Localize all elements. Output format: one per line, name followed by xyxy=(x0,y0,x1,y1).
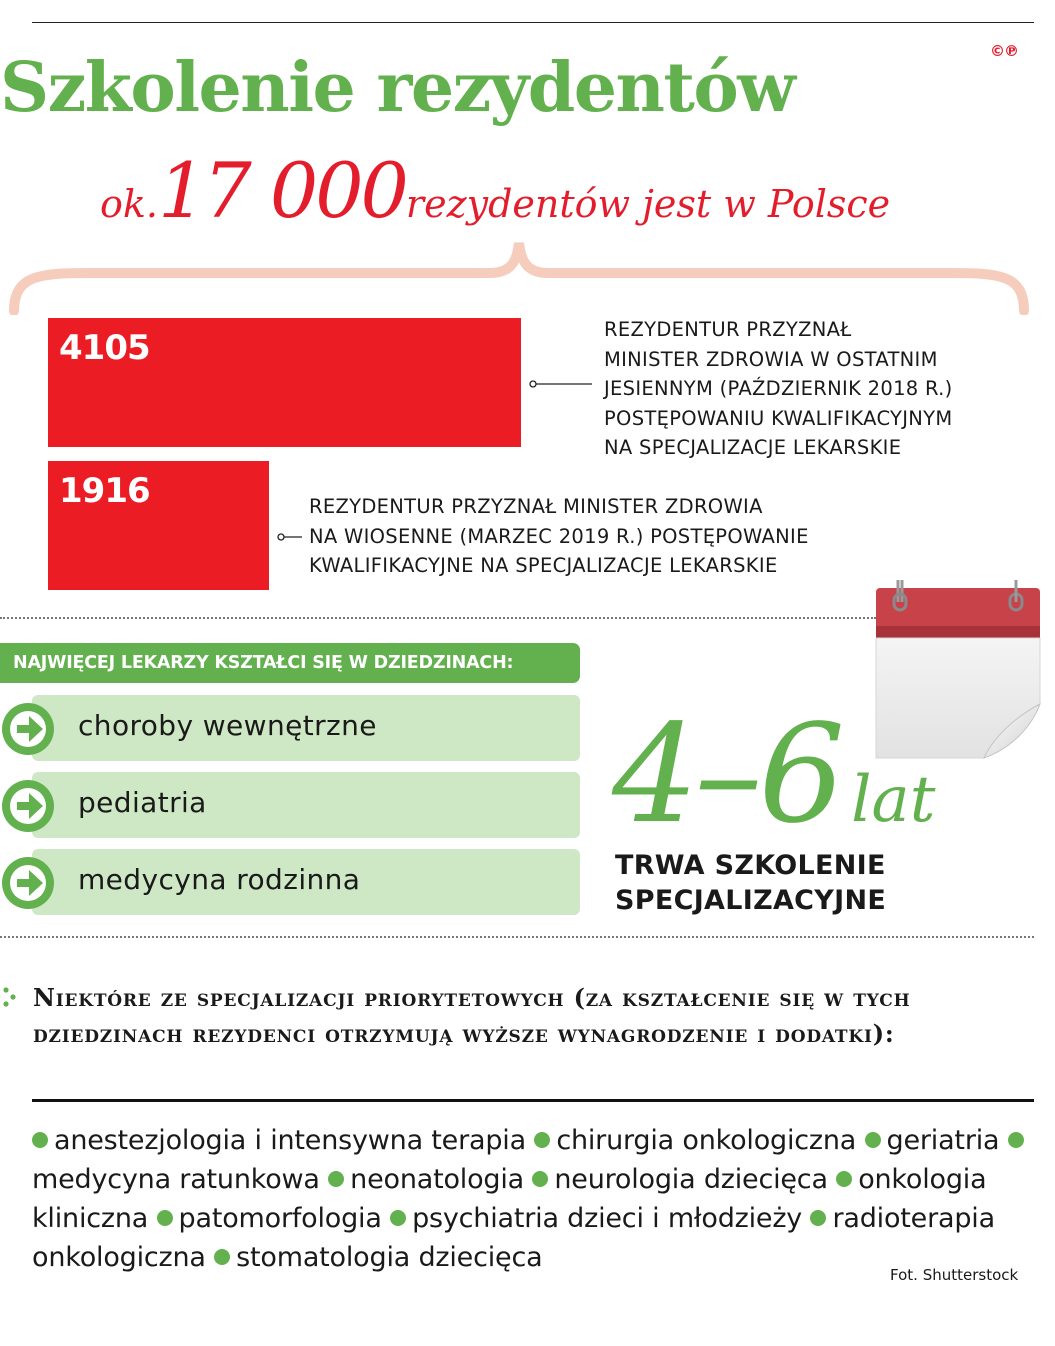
arrow-right-circle-icon xyxy=(0,778,56,834)
priority-item: geriatria xyxy=(865,1125,1000,1156)
photo-credit: Fot. Shutterstock xyxy=(890,1266,1019,1284)
duration-range: 4–6 xyxy=(612,696,842,854)
priority-item: anestezjologia i intensywna terapia xyxy=(32,1125,526,1156)
bullet-dot-icon xyxy=(328,1171,344,1187)
bullet-dot-icon xyxy=(865,1132,881,1148)
arrow-right-circle-icon xyxy=(0,701,56,757)
field-item xyxy=(0,849,580,915)
colon-bullet-icon xyxy=(2,986,18,1008)
bar-value-label: 4105 xyxy=(59,328,150,368)
priority-item: chirurgia onkologiczna xyxy=(534,1125,856,1156)
connector-dot xyxy=(530,381,536,387)
arrow-right-circle-icon xyxy=(0,855,56,911)
priority-item: onkologia kliniczna xyxy=(32,1164,987,1234)
bar-note-spring: REZYDENTUR PRZYZNAŁ MINISTER ZDROWIA NA WIOSENNE (MARZEC 2019 R.) POSTĘPOWANIE KWALIFIKACYJNE NA SPECJALIZACJE LEKARSKIE xyxy=(309,495,809,577)
priority-list xyxy=(32,1121,1037,1277)
subtitle-suffix: rezydentów jest w Polsce xyxy=(405,182,891,226)
field-item xyxy=(0,695,580,761)
priority-item: patomorfologia xyxy=(157,1203,382,1234)
bullet-dot-icon xyxy=(32,1132,48,1148)
bullet-dot-icon xyxy=(157,1210,173,1226)
subtitle-prefix: ok. xyxy=(100,182,158,226)
priority-item: radioterapia onkologiczna xyxy=(32,1203,995,1273)
bar-chart xyxy=(0,0,1055,600)
connector-dot xyxy=(278,534,284,540)
subtitle-number: 17 000 xyxy=(157,146,406,235)
fields-header: NAJWIĘCEJ LEKARZY KSZTAŁCI SIĘ W DZIEDZINACH: xyxy=(0,643,580,683)
bullet-dot-icon xyxy=(1008,1132,1024,1148)
bullet-dot-icon xyxy=(214,1249,230,1265)
divider-dotted xyxy=(0,936,1034,938)
field-label: choroby wewnętrzne xyxy=(78,709,377,742)
duration-unit: lat xyxy=(851,763,936,837)
duration-caption: TRWA SZKOLENIE SPECJALIZACYJNE xyxy=(615,850,887,916)
page-title: Szkolenie rezydentów xyxy=(0,48,795,128)
bullet-dot-icon xyxy=(532,1171,548,1187)
priority-item: neonatologia xyxy=(328,1164,524,1195)
field-item xyxy=(0,772,580,838)
priority-item: stomatologia dziecięca xyxy=(214,1242,542,1273)
priority-item: neurologia dziecięca xyxy=(532,1164,827,1195)
bar-value-label: 1916 xyxy=(59,471,150,511)
field-label: medycyna rodzinna xyxy=(78,863,361,896)
bullet-dot-icon xyxy=(836,1171,852,1187)
copyright-mark: ©℗ xyxy=(990,42,1018,60)
priority-rule xyxy=(32,1099,1034,1102)
bar-note-autumn: REZYDENTUR PRZYZNAŁ MINISTER ZDROWIA W OSTATNIM JESIENNYM (PAŹDZIERNIK 2018 R.) POSTĘPOWANIU KWALIFIKACYJNYM NA SPECJALIZACJE LEKARSKIE xyxy=(604,318,953,459)
priority-item: medycyna ratunkowa xyxy=(32,1125,1030,1195)
duration-value xyxy=(612,696,935,854)
bullet-dot-icon xyxy=(534,1132,550,1148)
priority-item: psychiatria dzieci i młodzieży xyxy=(390,1203,802,1234)
bullet-dot-icon xyxy=(390,1210,406,1226)
bullet-dot-icon xyxy=(810,1210,826,1226)
field-label: pediatria xyxy=(78,786,207,819)
priority-header: Niektóre ze specjalizacji priorytetowych (za kształcenie się w tych dziedzinach rezydenci otrzymują wyższe wynagrodzenie i dodatki): xyxy=(33,983,911,1048)
divider-dotted xyxy=(0,617,876,619)
